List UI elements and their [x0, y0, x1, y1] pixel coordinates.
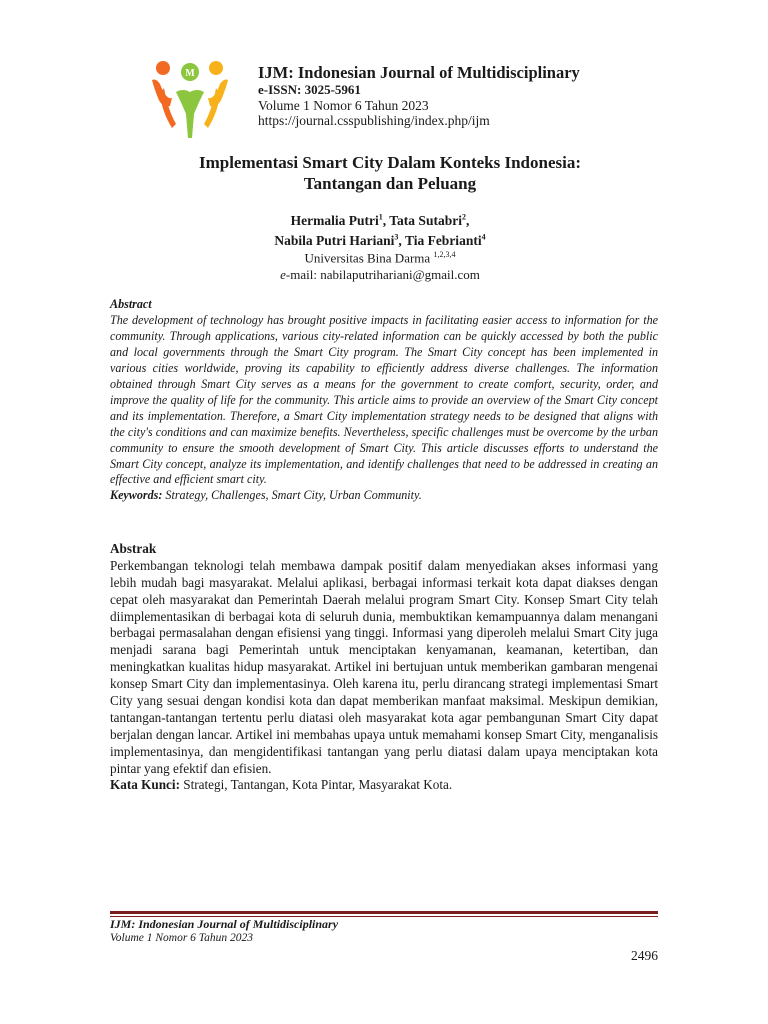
- abstract-english: [110, 297, 658, 504]
- journal-logo: [150, 58, 230, 140]
- affiliation-marks: 1,2,3,4: [433, 250, 456, 259]
- author-name: Tia Febrianti: [404, 232, 482, 248]
- author-list: [180, 211, 580, 250]
- author-email: [180, 267, 580, 284]
- affiliation-name: Universitas Bina Darma: [304, 250, 434, 266]
- logo-letter: M: [185, 68, 195, 79]
- affiliation: [180, 250, 580, 267]
- abstract-heading: Abstract: [110, 297, 152, 311]
- author-separator: ,: [465, 213, 470, 228]
- journal-eissn: e-ISSN: 3025-5961: [258, 81, 361, 97]
- abstract-body: The development of technology has brought positive impacts in facilitating easier access to information for the community. Through applications, various city-related information can be quickly accessed by both the public and local governments through the Smart City program. The Smart City concept has been implemented in various cities worldwide, proving its capability to efficiently address diverse challenges. The information obtained through Smart City serves as a means for the government to create comfort, security, order, and improve the quality of life for the community. This article aims to provide an overview of the Smart City concept and its implementation. Therefore, a Smart City implementation strategy needs to be designed that aligns with the city's conditions and can maximize benefits. Nevertheless, specific challenges must be overcome by the urban community to ensure the smooth development of Smart City. This article discusses efforts to understand the Smart City concept, analyze its implementation, and identify challenges that need to be addressed in creating an effective and efficient smart city.: [110, 312, 658, 487]
- keywords-label: Keywords:: [110, 488, 163, 503]
- author-name: Nabila Putri Hariani: [274, 232, 395, 248]
- footer-divider: [110, 911, 658, 914]
- kata-kunci-list: Strategi, Tantangan, Kota Pintar, Masyarakat Kota.: [179, 777, 453, 793]
- page-number: 2496: [631, 948, 658, 963]
- abstract-indonesian: [110, 541, 658, 794]
- author-separator: ,: [382, 213, 390, 228]
- keywords: [110, 488, 658, 504]
- logo-figure-orange: [156, 61, 170, 75]
- affiliation-block: [180, 250, 580, 284]
- journal-volume: Volume 1 Nomor 6 Tahun 2023: [258, 97, 429, 113]
- author-affiliation-mark: 1: [378, 212, 383, 222]
- abstrak-heading: Abstrak: [110, 541, 157, 556]
- author-affiliation-mark: 4: [481, 232, 486, 242]
- author-line-2: [180, 231, 580, 251]
- logo-figure-yellow: [209, 61, 223, 75]
- author-affiliation-mark: 3: [394, 232, 399, 242]
- keywords-list: Strategy, Challenges, Smart City, Urban Community.: [162, 488, 422, 503]
- author-name: Tata Sutabri: [389, 213, 462, 228]
- footer-volume: Volume 1 Nomor 6 Tahun 2023: [110, 931, 254, 944]
- author-separator: ,: [398, 232, 405, 248]
- author-line-1: [180, 211, 580, 231]
- footer-journal: IJM: Indonesian Journal of Multidisciplinary: [110, 917, 339, 931]
- author-affiliation-mark: 2: [461, 212, 466, 222]
- paper-title-line-1: Implementasi Smart City Dalam Konteks Indonesia:: [198, 153, 582, 172]
- email-address[interactable]: -mail: nabilaputrihariani@gmail.com: [285, 266, 480, 282]
- page-footer: [110, 918, 338, 945]
- journal-header: [258, 64, 580, 129]
- email-prefix: e: [280, 266, 286, 282]
- paper-title: [140, 152, 640, 195]
- author-name: Hermalia Putri: [290, 213, 379, 228]
- journal-url[interactable]: https://journal.csspublishing/index.php/ijm: [258, 113, 490, 129]
- abstrak-body: Perkembangan teknologi telah membawa dampak positif dalam menyediakan akses informasi yang lebih mudah bagi masyarakat. Melalui aplikasi, berbagai informasi terkait kota dapat diakses dengan cepat oleh masyarakat dan Pemerintah Daerah melalui program Smart City. Konsep Smart City telah diimplementasikan di berbagai kota di seluruh dunia, membuktikan kemampuannya dalam menangani berbagai permasalahan dengan efisiensi yang tinggi. Informasi yang diperoleh melalui Smart City juga menjadi sarana bagi Pemerintah untuk menciptakan kenyamanan, keamanan, ketertiban, dan meningkatkan kualitas hidup masyarakat. Artikel ini bertujuan untuk memberikan gambaran mengenai konsep Smart City dan implementasinya. Oleh karena itu, perlu dirancang strategi implementasi Smart City yang sesuai dengan kondisi kota dan dapat memberikan manfaat maksimal. Meskipun demikian, tantangan-tantangan tertentu perlu diatasi oleh masyarakat kota agar pembangunan Smart City dapat berjalan dengan lancar. Artikel ini membahas upaya untuk memahami konsep Smart City, menganalisis implementasinya, dan mengidentifikasi tantangan yang perlu diatasi dalam upaya menciptakan kota pintar yang efektif dan efisien.: [110, 557, 658, 776]
- kata-kunci: [110, 777, 658, 794]
- paper-title-line-2: Tantangan dan Peluang: [303, 174, 477, 194]
- kata-kunci-label: Kata Kunci:: [110, 777, 180, 793]
- journal-title: IJM: Indonesian Journal of Multidisciplinary: [258, 63, 580, 82]
